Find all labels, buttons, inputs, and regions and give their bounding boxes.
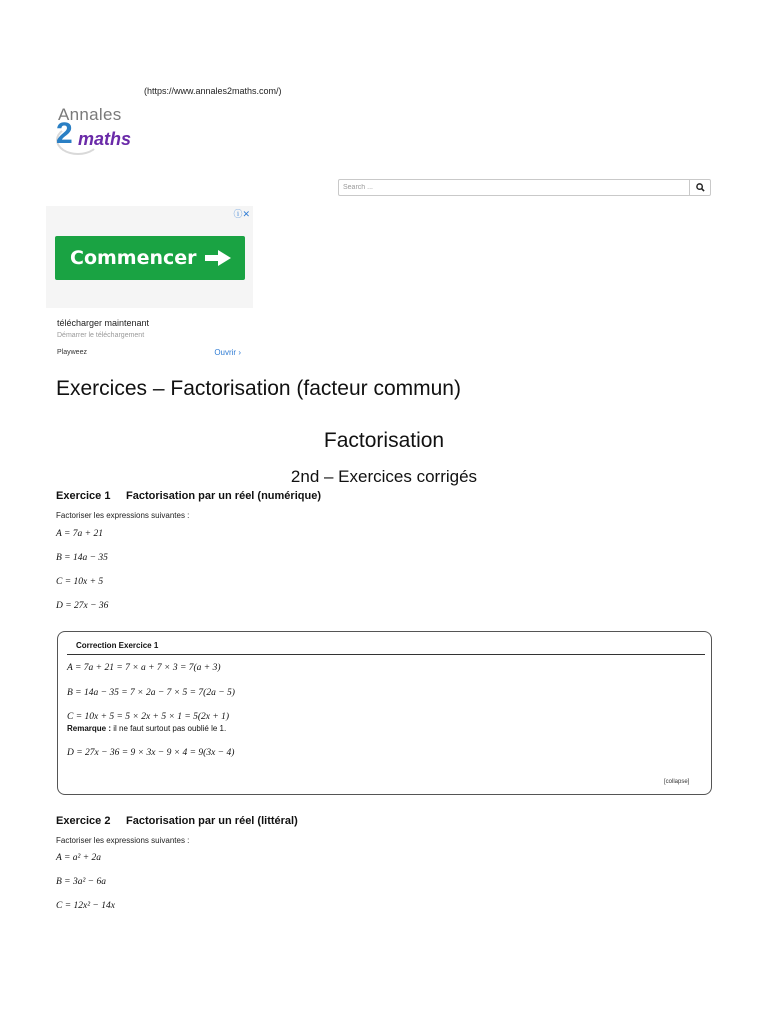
- advertisement: [46, 206, 253, 366]
- exercise-1-expression: D = 27x − 36: [56, 601, 109, 611]
- ad-open-link[interactable]: [214, 348, 241, 357]
- section-subheading: 2nd – Exercices corrigés: [290, 467, 478, 486]
- ad-info-close-icon[interactable]: ⓘ✕: [233, 209, 250, 219]
- exercise-number: Exercice 1: [56, 490, 111, 502]
- correction-title[interactable]: Correction Exercice 1: [76, 641, 159, 650]
- search-input[interactable]: [343, 182, 683, 193]
- remark-text: il ne faut surtout pas oublié le 1.: [111, 724, 227, 733]
- page-title: Exercices – Factorisation (facteur commun): [56, 377, 461, 400]
- logo-top-text: Annales: [58, 105, 122, 124]
- chevron-right-icon: ›: [238, 348, 241, 357]
- remark-label: Remarque :: [67, 724, 112, 733]
- correction-line: C = 10x + 5 = 5 × 2x + 5 × 1 = 5(2x + 1): [67, 712, 230, 722]
- site-url[interactable]: (https://www.annales2maths.com/): [144, 86, 282, 96]
- search-icon: [696, 183, 705, 192]
- site-logo[interactable]: [56, 105, 146, 157]
- logo-number: 2: [56, 117, 73, 150]
- ad-subtitle: Démarrer le téléchargement: [57, 332, 145, 339]
- correction-line: B = 14a − 35 = 7 × 2a − 7 × 5 = 7(2a − 5): [67, 688, 235, 698]
- correction-line: A = 7a + 21 = 7 × a + 7 × 3 = 7(a + 3): [67, 663, 221, 673]
- correction-divider: [67, 654, 705, 655]
- exercise-1-expression: C = 10x + 5: [56, 577, 104, 587]
- search-bar: [338, 179, 711, 196]
- exercise-title: Factorisation par un réel (numérique): [126, 490, 321, 502]
- correction-line: D = 27x − 36 = 9 × 3x − 9 × 4 = 9(3x − 4): [67, 748, 235, 758]
- exercise-1-expression: A = 7a + 21: [56, 529, 103, 539]
- section-heading: Factorisation: [323, 429, 445, 452]
- exercise-2-expression: A = a² + 2a: [56, 853, 102, 863]
- arrow-right-icon: [205, 250, 231, 266]
- ad-title[interactable]: télécharger maintenant: [57, 318, 150, 328]
- search-button[interactable]: [689, 180, 710, 195]
- exercise-title: Factorisation par un réel (littéral): [126, 815, 298, 827]
- exercise-2-heading: [56, 815, 298, 827]
- ad-open-label: Ouvrir: [214, 348, 237, 357]
- exercise-1-heading: [56, 490, 321, 502]
- exercise-1-expression: B = 14a − 35: [56, 553, 108, 563]
- exercise-2-expression: C = 12x² − 14x: [56, 901, 115, 911]
- logo-word: maths: [78, 129, 132, 149]
- exercise-2-expression: B = 3a² − 6a: [56, 877, 106, 887]
- ad-cta-button[interactable]: [55, 236, 245, 280]
- ad-advertiser: Playweez: [57, 349, 87, 356]
- ad-cta-label: Commencer: [70, 247, 197, 269]
- exercise-number: Exercice 2: [56, 815, 111, 827]
- exercise-2-intro: Factoriser les expressions suivantes :: [56, 836, 190, 845]
- correction-remark: [67, 724, 226, 733]
- collapse-link[interactable]: [collapse]: [664, 779, 690, 785]
- exercise-1-intro: Factoriser les expressions suivantes :: [56, 511, 190, 520]
